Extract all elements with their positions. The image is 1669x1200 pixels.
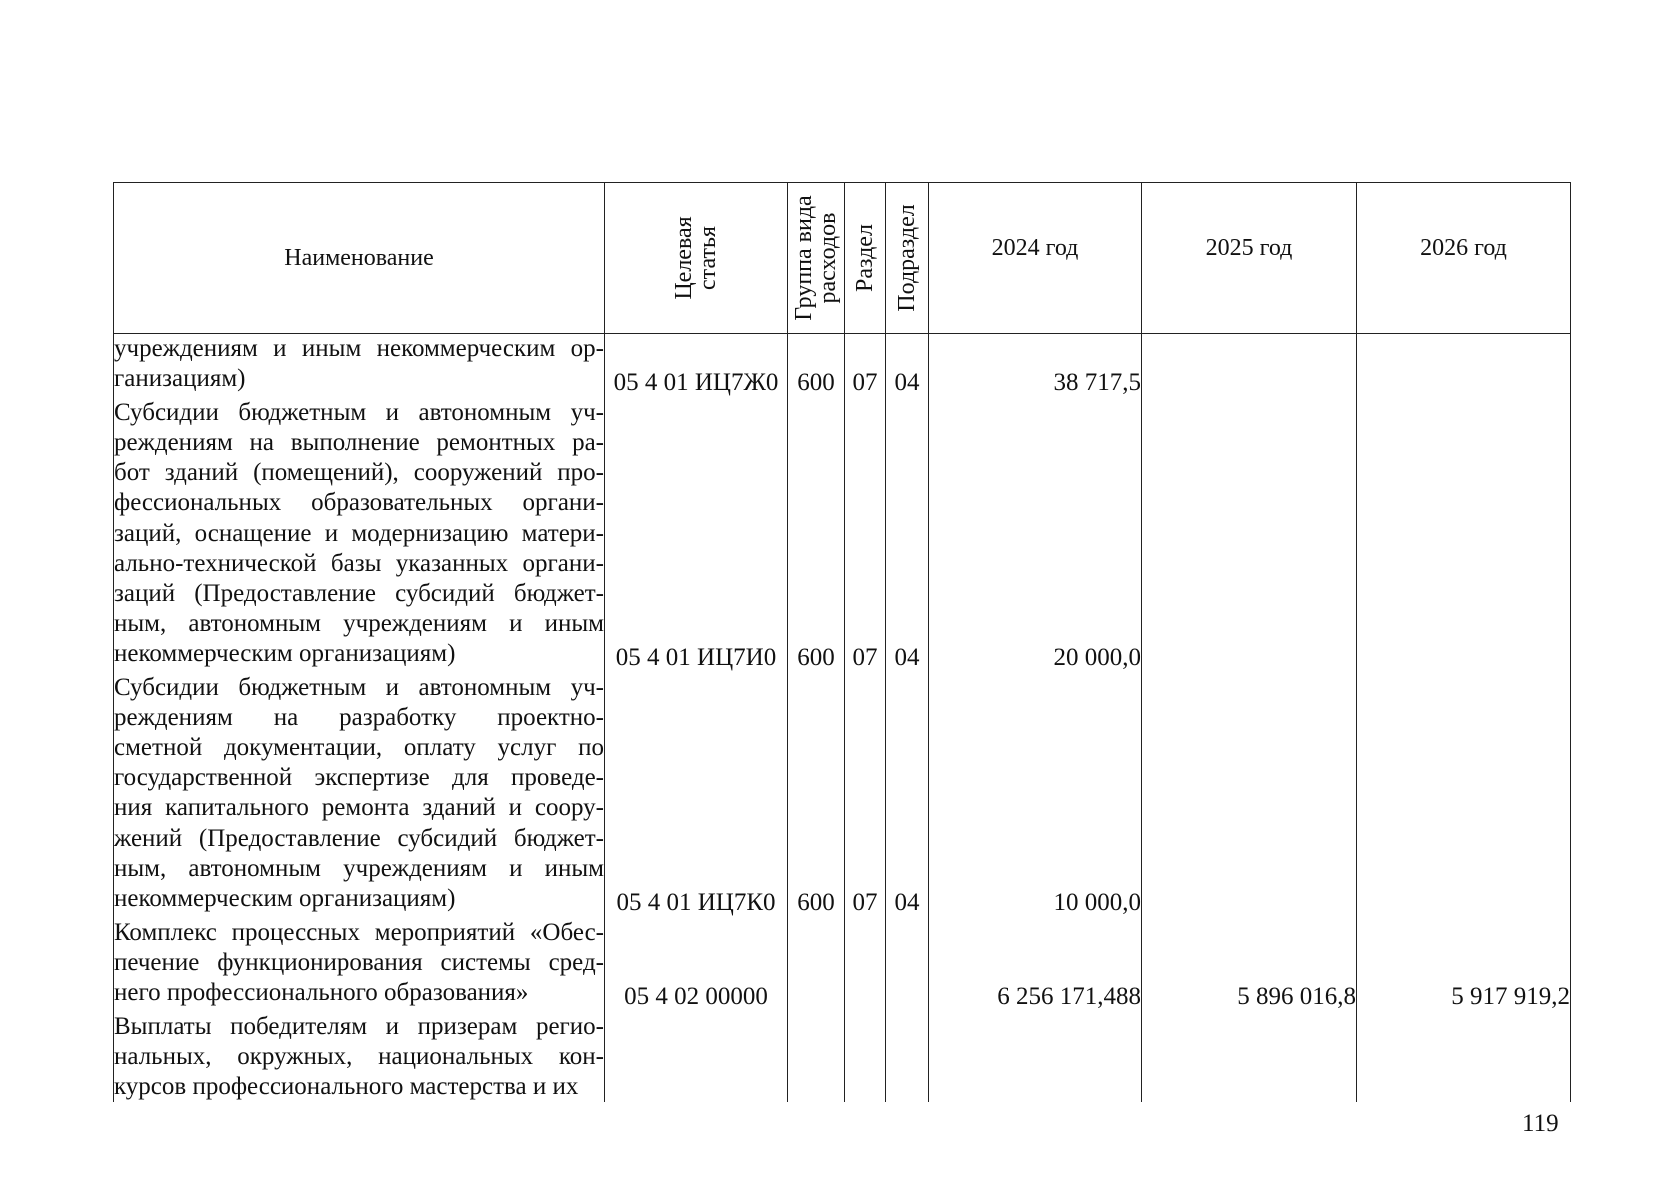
row-value-2025: [1142, 673, 1357, 918]
table-row: [114, 1012, 1571, 1102]
row-value-2025: [1142, 1012, 1357, 1102]
row-target-article: 05 4 01 ИЦ7И0: [605, 398, 788, 673]
row-value-2026: [1357, 398, 1571, 673]
row-value-2026: [1357, 673, 1571, 918]
row-subsection: 04: [886, 334, 929, 399]
header-2025: 2025 год: [1142, 183, 1357, 334]
row-value-2025: [1142, 334, 1357, 399]
header-subsection: Подраздел: [886, 183, 929, 334]
row-value-2024: 38 717,5: [929, 334, 1142, 399]
row-value-2026: 5 917 919,2: [1357, 918, 1571, 1012]
row-section: [845, 1012, 886, 1102]
row-target-article: 05 4 01 ИЦ7К0: [605, 673, 788, 918]
table-row: [114, 673, 1571, 918]
row-expense-group: 600: [788, 673, 845, 918]
header-section: Раздел: [845, 183, 886, 334]
header-2024: 2024 год: [929, 183, 1142, 334]
row-name: Субсидии бюджетным и автономным уч- реждениям на разработку проектно- сметной документации, оплату услуг по государственной экспертизе для проведе- ния капитального ремонта зданий и соору- жений (Предоставление субсидий бюджет- ным, автономным учреждениям и иным некоммерческим организациям): [114, 673, 605, 918]
row-section: [845, 918, 886, 1012]
row-expense-group: [788, 1012, 845, 1102]
header-expense-group: Группа вида расходов: [788, 183, 845, 334]
row-section: 07: [845, 334, 886, 399]
row-subsection: 04: [886, 673, 929, 918]
row-value-2024: 6 256 171,488: [929, 918, 1142, 1012]
row-name: Комплекс процессных мероприятий «Обес- печение функционирования системы сред- него профессионального образования»: [114, 918, 605, 1012]
row-value-2024: 20 000,0: [929, 398, 1142, 673]
row-section: 07: [845, 398, 886, 673]
row-name: учреждениям и иным некоммерческим ор- ганизациям): [114, 334, 605, 399]
header-name: Наименование: [114, 183, 605, 334]
row-value-2024: 10 000,0: [929, 673, 1142, 918]
row-name: Выплаты победителям и призерам регио- нальных, окружных, национальных кон- курсов профессионального мастерства и их: [114, 1012, 605, 1102]
page-number: 119: [1522, 1110, 1559, 1137]
row-expense-group: [788, 918, 845, 1012]
row-value-2025: 5 896 016,8: [1142, 918, 1357, 1012]
row-value-2026: [1357, 1012, 1571, 1102]
row-value-2025: [1142, 398, 1357, 673]
table-row: [114, 918, 1571, 1012]
header-target-article: Целевая статья: [605, 183, 788, 334]
row-name: Субсидии бюджетным и автономным уч- реждениям на выполнение ремонтных ра- бот зданий (помещений), сооружений про- фессиональных образовательных органи- заций, оснащение и модернизацию матери- ально-технической базы указанных органи- заций (Предоставление субсидий бюджет- ным, автономным учреждениям и иным некоммерческим организациям): [114, 398, 605, 673]
row-section: 07: [845, 673, 886, 918]
row-expense-group: 600: [788, 334, 845, 399]
row-target-article: 05 4 01 ИЦ7Ж0: [605, 334, 788, 399]
table-body: [114, 334, 1571, 1103]
table-header-row: [114, 183, 1571, 334]
table-row: [114, 398, 1571, 673]
row-value-2024: [929, 1012, 1142, 1102]
row-subsection: [886, 918, 929, 1012]
header-2026: 2026 год: [1357, 183, 1571, 334]
row-subsection: 04: [886, 398, 929, 673]
row-target-article: [605, 1012, 788, 1102]
budget-table: [113, 182, 1571, 1102]
row-expense-group: 600: [788, 398, 845, 673]
row-value-2026: [1357, 334, 1571, 399]
row-target-article: 05 4 02 00000: [605, 918, 788, 1012]
table-row: [114, 334, 1571, 399]
row-subsection: [886, 1012, 929, 1102]
